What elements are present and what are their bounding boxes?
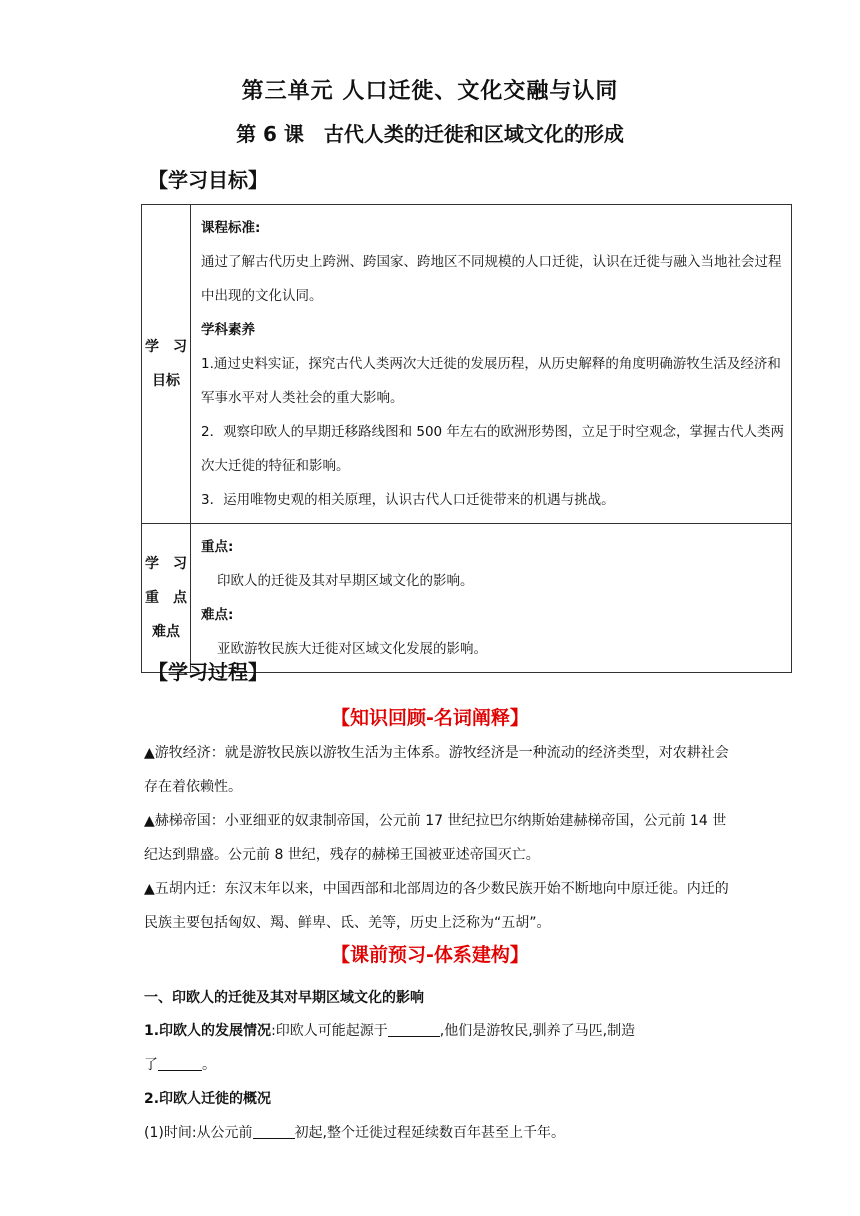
item1-text: 。: [202, 1057, 216, 1073]
item1-text: :印欧人可能起源于: [271, 1023, 388, 1039]
literacy-item: 2．观察印欧人的早期迁移路线图和 500 年左右的欧洲形势图，立足于时空观念，掌握古代人类两次大迁徙的特征和影响。: [201, 424, 784, 474]
item1-text: ,他们是游牧民,驯养了马匹,制造: [439, 1023, 636, 1039]
item1-line2: [144, 1054, 216, 1074]
item2-text: 初起,整个迁徙过程延续数百年甚至上千年。: [294, 1125, 566, 1141]
item1-text: 了: [144, 1057, 158, 1073]
review-heading: 【知识回顾-名词阐释】: [331, 707, 529, 729]
term-paragraph: ▲赫梯帝国：小亚细亚的奴隶制帝国，公元前 17 世纪拉巴尔纳斯始建赫梯帝国，公元前 14 世纪达到鼎盛。公元前 8 世纪，残存的赫梯王国被亚述帝国灭亡。: [144, 813, 727, 863]
key-points-label: [142, 524, 191, 673]
item1-label: 1.印欧人的发展情况: [144, 1023, 272, 1039]
goals-row-label: [142, 205, 191, 524]
goals-table: [141, 204, 792, 673]
literacy-item: 1.通过史料实证，探究古代人类两次大迁徙的发展历程，从历史解释的角度明确游牧生活及经济和军事水平对人类社会的重大影响。: [201, 356, 781, 406]
process-heading: 【学习过程】: [148, 660, 268, 684]
key-points-content: [191, 524, 792, 673]
lesson-title: 第 6 课 古代人类的迁徙和区域文化的形成: [236, 122, 624, 146]
item2-text: (1)时间:从公元前: [144, 1125, 253, 1141]
key-title: 重点:: [201, 539, 234, 555]
term-paragraph: ▲游牧经济：就是游牧民族以游牧生活为主体系。游牧经济是一种流动的经济类型，对农耕社会存在着依赖性。: [144, 745, 729, 795]
goals-heading: 【学习目标】: [148, 168, 268, 192]
fill-blank[interactable]: [158, 1056, 202, 1071]
standard-title: 课程标准:: [201, 220, 261, 236]
fill-blank[interactable]: [388, 1022, 440, 1037]
unit-title: 第三单元 人口迁徙、文化交融与认同: [241, 79, 619, 104]
item2-sub1: [144, 1122, 565, 1142]
label-line: 目标: [152, 373, 180, 389]
item2-label: 2.印欧人迁徙的概况: [144, 1091, 272, 1107]
key-points-row: [142, 524, 792, 673]
term-paragraph: ▲五胡内迁：东汉末年以来，中国西部和北部周边的各少数民族开始不断地向中原迁徙。内迁的民族主要包括匈奴、羯、鲜卑、氐、羌等，历史上泛称为“五胡”。: [144, 881, 729, 931]
difficult-title: 难点:: [201, 607, 234, 623]
key-text: 印欧人的迁徙及其对早期区域文化的影响。: [217, 573, 474, 589]
outline-title: 一、印欧人的迁徙及其对早期区域文化的影响: [144, 990, 424, 1006]
label-line: 难点: [152, 624, 180, 640]
difficult-text: 亚欧游牧民族大迁徙对区域文化发展的影响。: [217, 641, 487, 657]
preview-heading: 【课前预习-体系建构】: [331, 944, 529, 966]
label-line: 重 点: [145, 590, 187, 606]
literacy-item: 3．运用唯物史观的相关原理，认识古代人口迁徙带来的机遇与挑战。: [201, 492, 615, 508]
label-line: 学 习: [145, 339, 187, 355]
literacy-title: 学科素养: [201, 322, 255, 338]
standard-text: 通过了解古代历史上跨洲、跨国家、跨地区不同规模的人口迁徙，认识在迁徙与融入当地社会过程中出现的文化认同。: [201, 254, 782, 304]
goals-row: [142, 205, 792, 524]
label-line: 学 习: [145, 556, 187, 572]
fill-blank[interactable]: [253, 1124, 295, 1139]
item1-line1: [144, 1020, 635, 1040]
goals-row-content: [191, 205, 792, 524]
